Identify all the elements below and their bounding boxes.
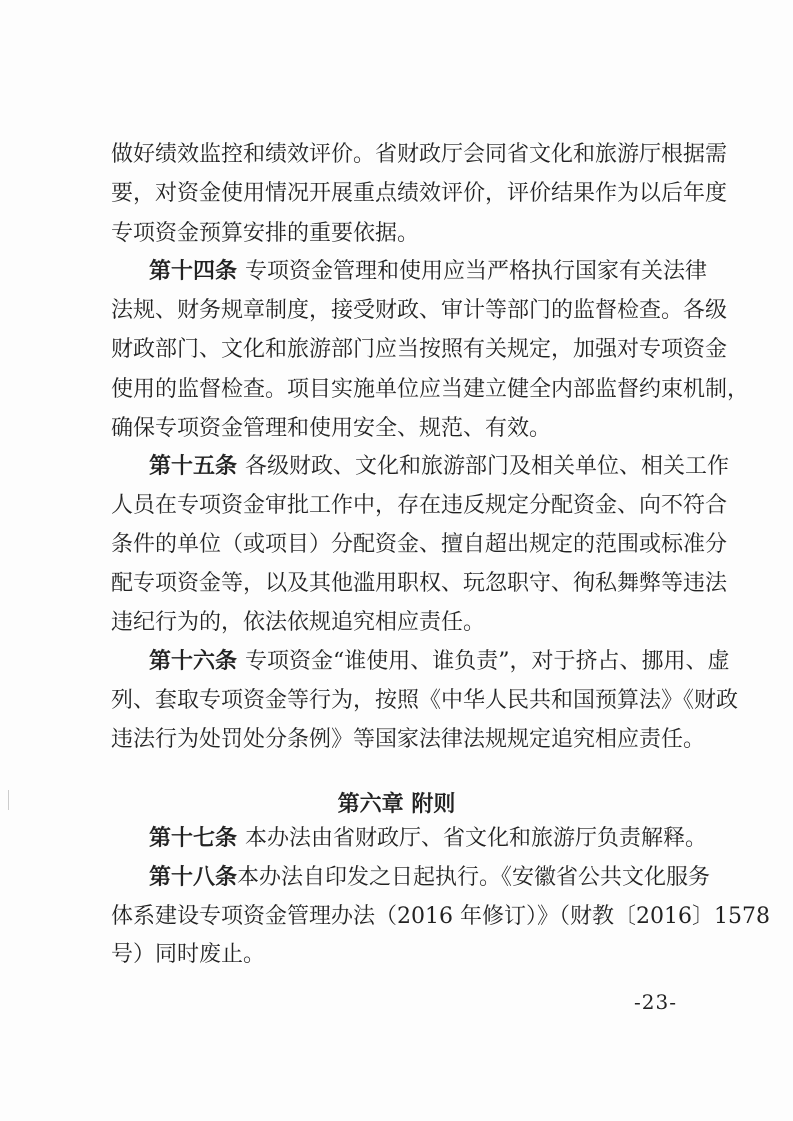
text-line: 专项资金预算安排的重要依据。 [111,221,420,246]
article-label: 第十五条 [149,454,238,479]
text-line: 使用的监督检查。项目实施单位应当建立健全内部监督约束机制， [111,377,750,402]
text: 本办法自印发之日起执行。《安徽省公共文化服务 [237,865,711,890]
text: 专项资金“谁使用、谁负责”，对于挤占、挪用、虚 [245,649,730,674]
text-line: 财政部门、文化和旅游部门应当按照有关规定，加强对专项资金 [111,337,728,362]
text-line: 体系建设专项资金管理办法（2016 年修订）》（财教〔2016〕1578 [111,904,770,929]
text-line: 配专项资金等，以及其他滥用职权、玩忽职守、徇私舞弊等违法 [111,571,728,596]
text-line: 确保专项资金管理和使用安全、规范、有效。 [111,416,552,441]
page-number: -23- [634,990,677,1014]
text-line: 列、套取专项资金等行为，按照《中华人民共和国预算法》《财政 [111,688,739,713]
chapter-heading: 第六章 附则 [337,792,456,817]
text: 专项资金管理和使用应当严格执行国家有关法律 [245,259,708,284]
article-label: 第十七条 [149,826,238,851]
article-15-first-line [149,452,730,482]
article-14-first-line [149,257,708,287]
text-line: 要，对资金使用情况开展重点绩效评价，评价结果作为以后年度 [111,181,728,206]
text: 各级财政、文化和旅游部门及相关单位、相关工作 [245,454,730,479]
text-line: 法规、财务规章制度，接受财政、审计等部门的监督检查。各级 [111,298,728,323]
text-line: 做好绩效监控和绩效评价。省财政厅会同省文化和旅游厅根据需 [111,142,728,167]
article-label: 第十八条 [149,865,238,890]
article-label: 第十四条 [149,259,238,284]
text-line: 人员在专项资金审批工作中，存在违反规定分配资金、向不符合 [111,493,728,518]
article-16-first-line [149,647,730,677]
text-line: 违法行为处罚处分条例》等国家法律法规规定追究相应责任。 [111,727,706,752]
text-line: 条件的单位（或项目）分配资金、擅自超出规定的范围或标准分 [111,532,728,557]
article-17-line [149,824,707,854]
text-line: 号）同时废止。 [111,942,266,967]
article-label: 第十六条 [149,649,238,674]
text: 本办法由省财政厅、省文化和旅游厅负责解释。 [245,826,708,851]
text-line: 违纪行为的，依法依规追究相应责任。 [111,610,486,635]
article-18-first-line [149,863,711,893]
